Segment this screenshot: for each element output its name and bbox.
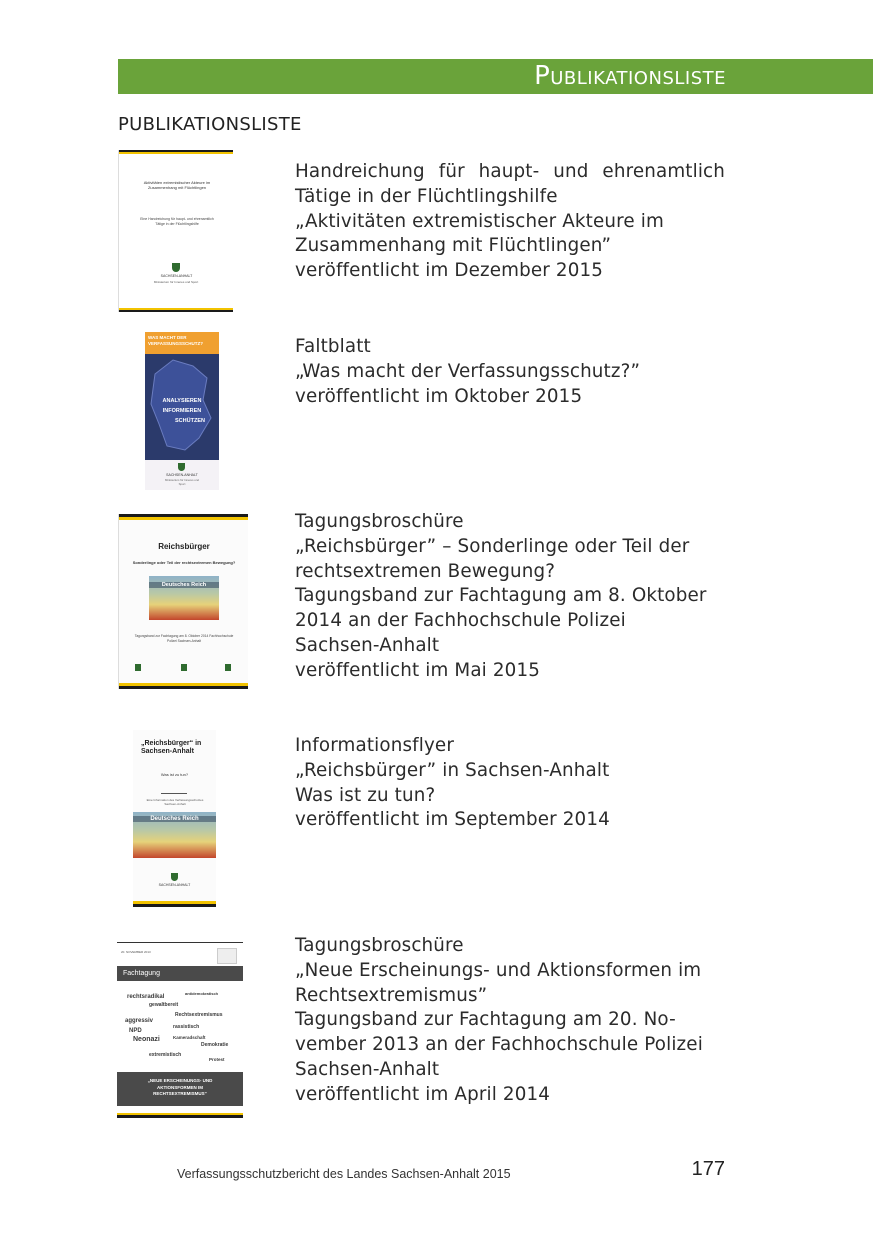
publication-4-line: Was ist zu tun? <box>295 784 436 806</box>
publication-5-line: Tagungsbroschüre <box>295 935 464 956</box>
wordcloud-word: NPD <box>129 1028 142 1034</box>
publication-2-line: Faltblatt <box>295 336 371 357</box>
cover-3-banner: Deutsches Reich <box>149 582 219 588</box>
publication-cover-3 <box>118 514 248 689</box>
coat-of-arms-icon <box>217 948 237 964</box>
cover-3-footer: Tagungsband zur Fachtagung am 8. Oktober 2014 Fachhochschule Polizei Sachsen-Anhalt <box>134 634 234 643</box>
coat-of-arms-icon <box>178 463 185 471</box>
publication-cover-4 <box>133 730 216 907</box>
cover-2-word: INFORMIEREN <box>162 408 202 414</box>
publication-cover-2 <box>145 332 219 490</box>
publication-4-line: Informationsflyer <box>295 735 454 756</box>
cover-4-publisher: SACHSEN-ANHALT <box>158 883 191 887</box>
wordcloud-word: Neonazi <box>133 1036 160 1043</box>
publication-3-text <box>295 510 725 684</box>
publication-1-line: Tätige in der Flüchtlingshilfe <box>295 185 558 207</box>
cover-4-title: „Reichsbürger“ in Sachsen-Anhalt <box>141 740 202 755</box>
wordcloud-word: aggressiv <box>125 1018 154 1024</box>
publication-3-line: Tagungsbroschüre <box>295 511 464 532</box>
cover-5-title: „NEUE ERSCHEINUNGS- UND AKTIONSFORMEN IM RECHTSEXTREMISMUS“ <box>117 1072 243 1106</box>
chapter-title: Publikationsliste <box>534 61 726 91</box>
wordcloud-word: rassistisch <box>173 1024 200 1030</box>
footer-text: Verfassungsschutzbericht des Landes Sachsen-Anhalt 2015 <box>177 1167 511 1181</box>
wordcloud-word: Rechtsextremismus <box>175 1012 223 1018</box>
publication-3-line: rechtsextremen Bewegung? <box>295 560 556 582</box>
coat-of-arms-icon <box>181 664 187 671</box>
publication-2-text <box>295 335 725 409</box>
cover-5-date: 20. NOVEMBER 2013 <box>121 950 151 954</box>
cover-1-ministry: Ministerium für Inneres und Sport <box>153 280 199 284</box>
wordcloud-word: Protest <box>209 1057 225 1062</box>
publication-5-text <box>295 934 725 1108</box>
cover-4-banner: Deutsches Reich <box>133 816 216 822</box>
wordcloud-word: antidemokratisch <box>185 991 219 996</box>
coat-of-arms-icon <box>135 664 141 671</box>
coat-of-arms-icon <box>172 263 180 272</box>
wordcloud-word: extremistisch <box>149 1052 182 1058</box>
cover-1-subtitle: Eine Handreichung für haupt- und ehrenamtlich Tätige in der Flüchtlingshilfe <box>140 217 214 226</box>
cover-5-label: Fachtagung <box>117 966 243 981</box>
coat-of-arms-icon <box>171 873 178 881</box>
publication-1-text <box>295 160 725 284</box>
cover-4-banner-image <box>133 812 216 858</box>
publication-cover-1 <box>118 150 233 312</box>
wordcloud-word: rechtsradikal <box>127 994 165 1000</box>
cover-3-banner-image <box>149 576 219 620</box>
cover-3-title: Reichsbürger <box>158 542 210 551</box>
cover-4-subtitle: Was ist zu tun? <box>160 772 189 777</box>
publication-3-line: 2014 an der Fachhochschule Polizei <box>295 610 626 632</box>
cover-2-word: ANALYSIEREN <box>162 398 202 404</box>
publication-3-line: Tagungsband zur Fachtagung am 8. Oktober <box>295 585 707 607</box>
cover-2-publisher: SACHSEN-ANHALT <box>166 473 198 477</box>
wordcloud-word: Kameradschaft <box>173 1035 206 1040</box>
publication-3-line: „Reichsbürger” – Sonderlinge oder Teil der <box>295 535 690 557</box>
publication-3-line: veröffentlicht im Mai 2015 <box>295 659 541 681</box>
publication-4-line: veröffentlicht im September 2014 <box>295 809 610 831</box>
publication-2-line: veröffentlicht im Oktober 2015 <box>295 385 583 407</box>
publication-5-line: „Neue Erscheinungs- und Aktionsformen im <box>295 959 702 981</box>
publication-5-line: veröffentlicht im April 2014 <box>295 1083 551 1105</box>
chapter-header-bar <box>118 59 873 94</box>
cover-1-publisher: SACHSEN-ANHALT <box>160 274 193 278</box>
cover-1-title: Aktivitäten extremistischer Akteure im Zusammenhang mit Flüchtlingen <box>143 180 211 190</box>
publication-3-line: Sachsen-Anhalt <box>295 634 440 656</box>
cover-2-banner: WAS MACHT DER VERFASSUNGSSCHUTZ? <box>145 332 219 354</box>
cover-2-word: SCHÜTZEN <box>175 418 205 424</box>
publication-5-line: vember 2013 an der Fachhochschule Polizei <box>295 1034 703 1056</box>
publication-cover-5 <box>117 942 243 1118</box>
publication-5-line: Tagungsband zur Fachtagung am 20. No- <box>295 1009 676 1031</box>
publication-1-line: veröffentlicht im Dezember 2015 <box>295 260 604 282</box>
wordcloud-word: Demokratie <box>201 1042 229 1048</box>
cover-5-wordcloud <box>123 986 237 1068</box>
publication-2-line: „Was macht der Verfassungsschutz?” <box>295 360 641 382</box>
publication-1-line: „Aktivitäten extremistischer Akteure im <box>295 210 664 232</box>
section-heading: PUBLIKATIONSLISTE <box>118 114 302 135</box>
cover-2-ministry: Ministerium für Inneres und Sport <box>165 478 199 486</box>
publication-5-line: Sachsen-Anhalt <box>295 1058 440 1080</box>
publication-1-line: Handreichung für haupt- und ehrenamtlich <box>295 161 725 182</box>
coat-of-arms-icon <box>225 664 231 671</box>
cover-4-info: Eine Information des Verfassungsschutzes Sachsen-Anhalt <box>146 798 204 806</box>
page-number: 177 <box>691 1158 725 1180</box>
cover-3-subtitle: Sonderlinge oder Teil der rechtsextremen Bewegung? <box>132 560 236 565</box>
wordcloud-word: gewaltbereit <box>149 1002 179 1008</box>
publication-4-line: „Reichsbürger” in Sachsen-Anhalt <box>295 759 610 781</box>
publication-5-line: Rechtsextremismus” <box>295 984 488 1006</box>
publication-4-text <box>295 734 725 833</box>
publication-1-line: Zusammenhang mit Flüchtlingen” <box>295 235 612 257</box>
